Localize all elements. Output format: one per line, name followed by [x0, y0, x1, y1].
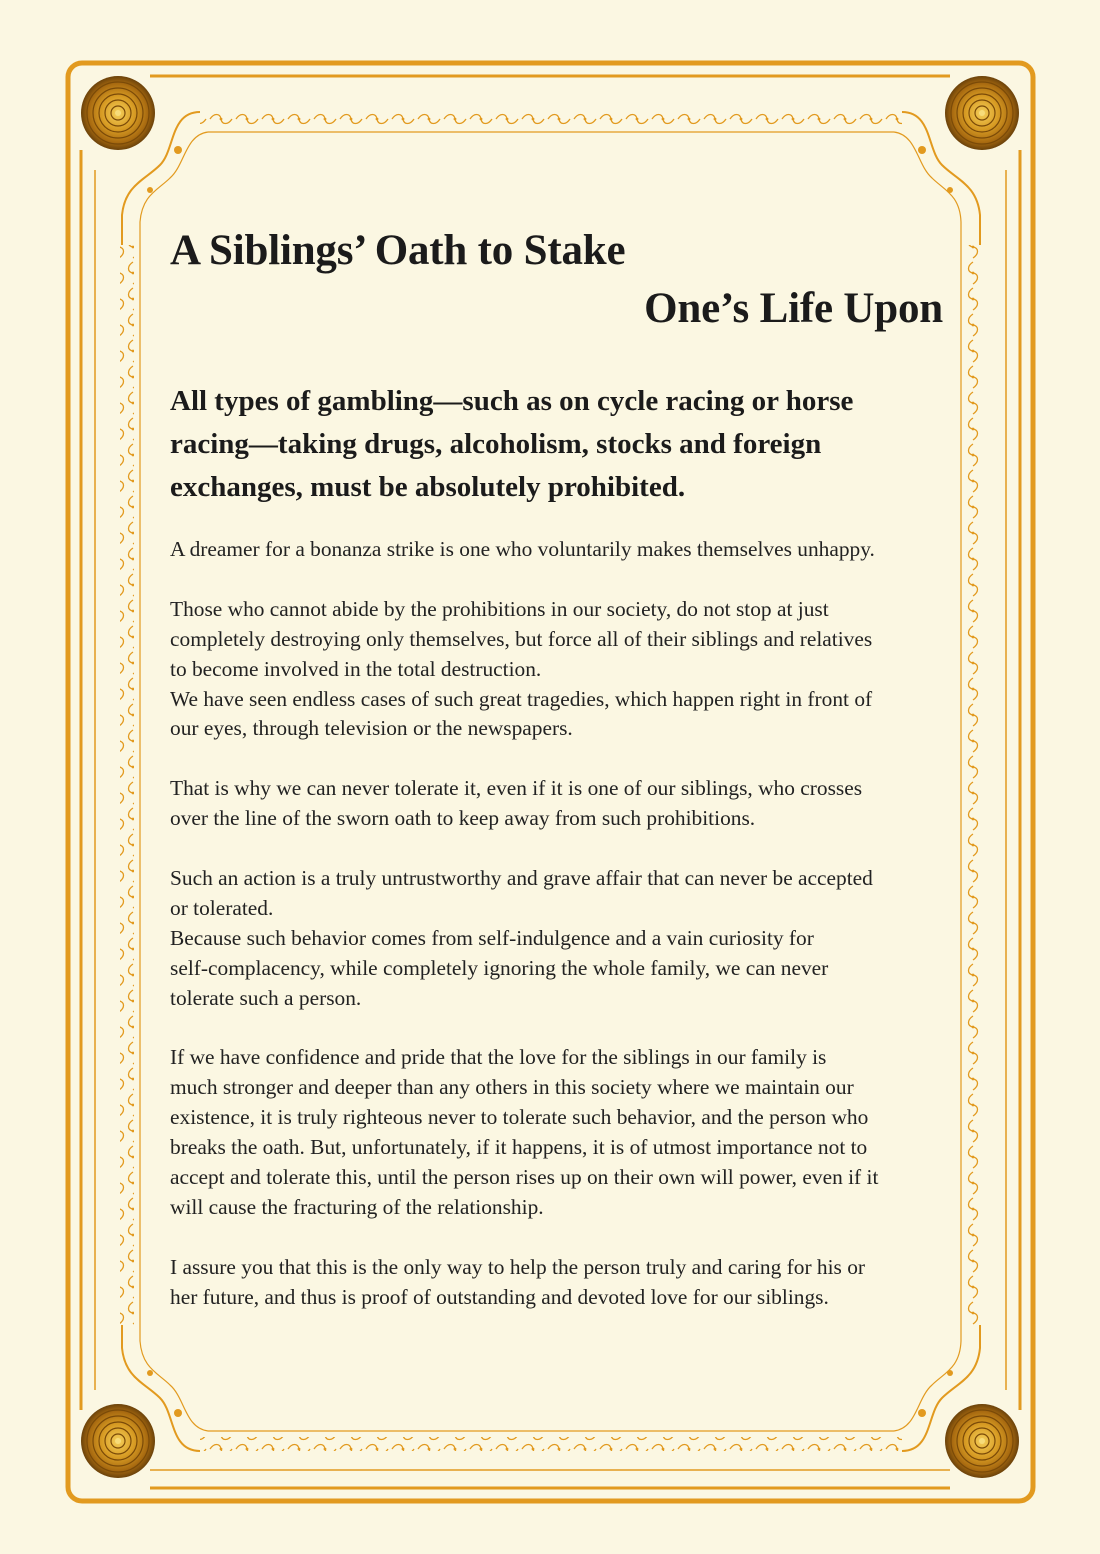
- medallion-bottom-left: [81, 1404, 155, 1478]
- paragraph-line: existence, it is truly righteous never to tolerate such behavior, and the person who: [170, 1105, 869, 1130]
- paragraph-line: self-complacency, while completely ignoring the whole family, we can never: [170, 955, 829, 980]
- page-title: [170, 222, 943, 338]
- paragraph-line: breaks the oath. But, unfortunately, if it happens, it is of utmost importance not to: [170, 1135, 868, 1160]
- paragraph-line: That is why we can never tolerate it, even if it is one of our siblings, who crosses: [170, 776, 863, 801]
- paragraph-line: completely destroying only themselves, but force all of their siblings and relatives: [170, 626, 873, 651]
- paragraph: [170, 595, 940, 745]
- medallion-top-left: [81, 76, 155, 150]
- paragraph: [170, 774, 940, 834]
- document-content: [170, 222, 943, 1342]
- paragraph-line: over the line of the sworn oath to keep away from such prohibitions.: [170, 806, 756, 831]
- lead-statement: All types of gambling—such as on cycle racing or horse racing—taking drugs, alcoholism, stocks and foreign exchanges, must be absolutely prohibited.: [170, 385, 854, 503]
- paragraph-line: Because such behavior comes from self-indulgence and a vain curiosity for: [170, 925, 814, 950]
- paragraph-line: tolerate such a person.: [170, 985, 362, 1010]
- paragraph-line: or tolerated.: [170, 895, 274, 920]
- medallion-bottom-right: [945, 1404, 1019, 1478]
- paragraph-line: If we have confidence and pride that the love for the siblings in our family is: [170, 1045, 827, 1070]
- paragraph-line: will cause the fracturing of the relationship.: [170, 1194, 544, 1219]
- paragraph-line: Such an action is a truly untrustworthy and grave affair that can never be accepted: [170, 865, 873, 890]
- paragraph: [170, 1043, 940, 1222]
- paragraph-line: A dreamer for a bonanza strike is one who voluntarily makes themselves unhappy.: [170, 537, 875, 561]
- paragraph-line: We have seen endless cases of such great tragedies, which happen right in front of: [170, 686, 873, 711]
- paragraph-line: to become involved in the total destruction.: [170, 656, 542, 681]
- body-text: [170, 535, 940, 1312]
- paragraph-line: accept and tolerate this, until the person rises up on their own will power, even if it: [170, 1164, 879, 1189]
- paragraph-line: our eyes, through television or the newspapers.: [170, 716, 573, 741]
- paragraph-line: I assure you that this is the only way to help the person truly and caring for his or: [170, 1254, 866, 1279]
- title-line: A Siblings’ Oath to Stake: [170, 227, 626, 274]
- title-line: One’s Life Upon: [644, 285, 943, 332]
- paragraph: [170, 535, 940, 565]
- paragraph-line: her future, and thus is proof of outstanding and devoted love for our siblings.: [170, 1284, 829, 1309]
- paragraph: [170, 1253, 940, 1313]
- paragraph-line: much stronger and deeper than any others in this society where we maintain our: [170, 1075, 854, 1100]
- paragraph: [170, 864, 940, 1014]
- medallion-top-right: [945, 76, 1019, 150]
- paragraph-line: Those who cannot abide by the prohibitions in our society, do not stop at just: [170, 596, 829, 621]
